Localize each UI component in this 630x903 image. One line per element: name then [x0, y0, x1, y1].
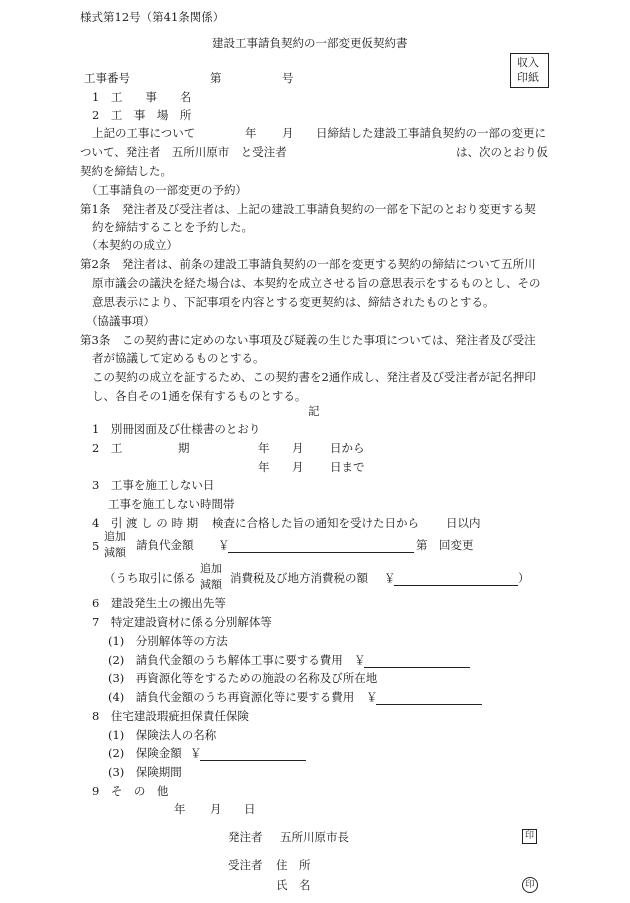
item3: 3 工事を施工しない日 — [92, 478, 215, 492]
article1-line2: 約を締結することを予約した。 — [92, 220, 253, 234]
work-name-label: 1 工 事 名 — [92, 90, 192, 104]
period-start-day: 日から — [330, 441, 365, 455]
contractor-address-label: 住 所 — [276, 858, 311, 872]
stamp-label-top: 収入 — [517, 56, 539, 69]
article2-line1: 第2条 発注者は、前条の建設工事請負契約の一部を変更する契約の締結について五所川 — [80, 257, 536, 271]
document-title: 建設工事請負契約の一部変更仮契約書 — [212, 36, 408, 50]
item7-4-yen: ￥ — [366, 690, 378, 704]
revenue-stamp-box — [510, 53, 549, 88]
period-start-month: 月 — [292, 441, 304, 455]
orderer-seal-icon: 印 — [522, 829, 537, 844]
item5-yen: ￥ — [218, 538, 230, 552]
contract-no-dai: 第 — [210, 71, 222, 85]
article3-line1: 第3条 この契約書に定めのない事項及び疑義の生じた事項については、発注者及び受注 — [80, 333, 536, 347]
sign-date-day: 日 — [244, 802, 256, 816]
period-start-year: 年 — [258, 441, 270, 455]
tax-tsuika: 追加 — [200, 562, 222, 575]
item9: 9 そ の 他 — [92, 784, 169, 798]
intro-line1: 上記の工事について — [92, 126, 196, 140]
contract-no-go: 号 — [282, 71, 294, 85]
article3-heading: （協議事項） — [86, 314, 155, 328]
item8: 8 住宅建設瑕疵担保責任保険 — [92, 709, 249, 723]
item5-suffix: 第 回変更 — [416, 538, 474, 552]
item8-2: (2) 保険金額 — [108, 746, 182, 760]
item7-4: (4) 請負代金額のうち再資源化等に要する費用 — [108, 690, 355, 704]
item7-2-yen: ￥ — [354, 653, 366, 667]
article2-line3: 意思表示により、下記事項を内容とする変更契約は、締結されたものとする。 — [92, 295, 495, 309]
intro-line1-rest: 日締結した建設工事請負契約の一部の変更に — [316, 126, 546, 140]
intro-year: 年 — [245, 126, 257, 140]
article3-line2: 者が協議して定めるものとする。 — [92, 351, 265, 365]
orderer-label: 発注者 — [228, 830, 263, 844]
item8-2-yen: ￥ — [190, 746, 202, 760]
item7-2: (2) 請負代金額のうち解体工事に要する費用 — [108, 653, 343, 667]
item5-label: 請負代金額 — [136, 538, 194, 552]
item5-gengaku: 減額 — [104, 546, 126, 559]
contractor-name-label: 氏 名 — [276, 878, 311, 892]
item1: 1 別冊図面及び仕様書のとおり — [92, 422, 261, 436]
form-label: 様式第12号（第41条関係） — [80, 10, 225, 24]
sign-date-month: 月 — [210, 802, 222, 816]
ki-heading: 記 — [308, 404, 320, 418]
item7-3: (3) 再資源化等をするための施設の名称及び所在地 — [108, 671, 378, 685]
item5-amount-line — [228, 552, 414, 553]
tax-label: 消費税及び地方消費税の額 — [230, 571, 368, 585]
orderer-name: 五所川原市長 — [280, 830, 349, 844]
item2-num: 2 工 — [92, 441, 123, 455]
article1-heading: （工事請負の一部変更の予約） — [86, 183, 247, 197]
tax-yen: ￥ — [384, 571, 396, 585]
intro-month: 月 — [282, 126, 294, 140]
tax-close: ） — [518, 571, 530, 585]
item8-2-amount-line — [200, 760, 306, 761]
tax-prefix: （うち取引に係る — [104, 571, 196, 585]
closing-line1: この契約の成立を証するため、この契約書を2通作成し、発注者及び受注者が記名押印 — [92, 370, 536, 384]
article2-heading: （本契約の成立） — [86, 238, 178, 252]
item5-num: 5 — [92, 539, 100, 553]
item5-tsuika: 追加 — [104, 530, 126, 543]
item2-ki: 期 — [178, 441, 190, 455]
item8-1: (1) 保険法人の名称 — [108, 728, 217, 742]
article1-line1: 第1条 発注者及び受注者は、上記の建設工事請負契約の一部を下記のとおり変更する契 — [80, 202, 536, 216]
item7: 7 特定建設資材に係る分別解体等 — [92, 615, 272, 629]
item3-sub: 工事を施工しない時間帯 — [108, 497, 235, 511]
work-place-label: 2 工 事 場 所 — [92, 108, 192, 122]
item7-2-amount-line — [364, 667, 470, 668]
intro-line2b: は、次のとおり仮 — [456, 145, 548, 159]
item7-1: (1) 分別解体等の方法 — [108, 634, 228, 648]
contract-no-label: 工事番号 — [84, 71, 130, 85]
period-end-month: 月 — [292, 460, 304, 474]
article2-line2: 原市議会の議決を経た場合は、本契約を成立させる旨の意思表示をするものとし、その — [92, 276, 541, 290]
intro-line2a: ついて、発注者 五所川原市 と受注者 — [80, 145, 287, 159]
item4-days: 日以内 — [446, 516, 481, 530]
tax-amount-line — [394, 585, 518, 586]
item6: 6 建設発生土の搬出先等 — [92, 596, 226, 610]
item8-3: (3) 保険期間 — [108, 765, 182, 779]
period-end-year: 年 — [258, 460, 270, 474]
contractor-label: 受注者 — [228, 858, 263, 872]
period-end-day: 日まで — [330, 460, 365, 474]
stamp-label-bottom: 印紙 — [517, 71, 539, 84]
item7-4-amount-line — [376, 704, 482, 705]
item4-label: 4 引 渡 し の 時 期 — [92, 516, 199, 530]
closing-line2: し、各自その1通を保有するものとする。 — [92, 389, 307, 403]
contractor-seal-icon: 印 — [522, 877, 538, 893]
item4-value: 検査に合格した旨の通知を受けた日から — [212, 516, 419, 530]
tax-gengaku: 減額 — [200, 578, 222, 591]
intro-line3: 契約を締結した。 — [80, 164, 172, 178]
sign-date-year: 年 — [174, 802, 186, 816]
